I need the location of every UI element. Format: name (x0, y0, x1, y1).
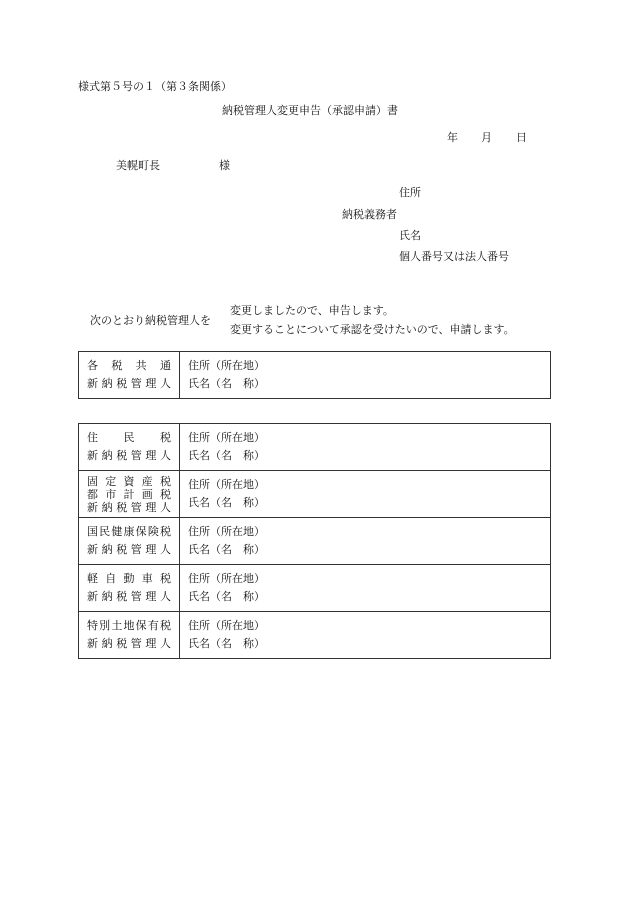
new-manager-label: 新納税管理人 (87, 637, 171, 650)
date-day: 日 (516, 131, 527, 144)
tax-category-cell (79, 565, 180, 612)
new-manager-label: 新納税管理人 (87, 500, 171, 514)
new-manager-label: 新納税管理人 (87, 543, 171, 556)
tax-category-cell (79, 471, 180, 518)
taxpayer-address-label: 住所 (399, 186, 421, 199)
statement-option-declare: 変更しましたので、申告します。 (230, 304, 394, 317)
date-year: 年 (447, 131, 458, 144)
tax-category-name: 住民税 (87, 431, 171, 444)
manager-address-label: 住所（所在地） (188, 359, 265, 372)
manager-name-label: 氏名（名 称） (188, 377, 265, 390)
tax-items-table (78, 423, 551, 659)
document-title: 納税管理人変更申告（承認申請）書 (222, 104, 398, 117)
manager-address-label: 住所（所在地） (188, 572, 265, 585)
table-row (79, 565, 551, 612)
date-month: 月 (481, 131, 492, 144)
manager-address-label: 住所（所在地） (188, 431, 265, 444)
tax-category-name-secondary: 都市計画税 (87, 487, 171, 501)
manager-address-label: 住所（所在地） (188, 525, 265, 538)
tax-category-name: 各税共通 (87, 359, 171, 372)
manager-name-label: 氏名（名 称） (188, 637, 265, 650)
manager-entry-cell[interactable] (180, 471, 551, 518)
taxpayer-role-label: 納税義務者 (342, 208, 397, 221)
tax-category-cell (79, 612, 180, 659)
table-row (79, 518, 551, 565)
form-number: 様式第５号の１（第３条関係） (78, 80, 232, 93)
tax-category-name: 特別土地保有税 (87, 619, 171, 632)
table-row (79, 352, 551, 399)
tax-category-cell (79, 352, 180, 399)
manager-address-label: 住所（所在地） (188, 478, 265, 491)
statement-option-apply: 変更することについて承認を受けたいので、申請します。 (230, 323, 515, 336)
statement-lead: 次のとおり納税管理人を (90, 314, 211, 327)
tax-category-cell (79, 518, 180, 565)
table-row (79, 471, 551, 518)
manager-entry-cell[interactable] (180, 518, 551, 565)
table-row (79, 612, 551, 659)
taxpayer-name-label: 氏名 (399, 229, 421, 242)
new-manager-label: 新納税管理人 (87, 377, 171, 390)
tax-category-cell (79, 424, 180, 471)
manager-name-label: 氏名（名 称） (188, 543, 265, 556)
new-manager-label: 新納税管理人 (87, 590, 171, 603)
manager-entry-cell[interactable] (180, 424, 551, 471)
manager-entry-cell[interactable] (180, 612, 551, 659)
manager-name-label: 氏名（名 称） (188, 590, 265, 603)
recipient-name: 美幌町長 (116, 159, 160, 172)
tax-category-name: 国民健康保険税 (87, 525, 171, 538)
manager-address-label: 住所（所在地） (188, 619, 265, 632)
tax-category-name: 固定資産税 (87, 474, 171, 488)
tax-category-name: 軽自動車税 (87, 572, 171, 585)
manager-name-label: 氏名（名 称） (188, 449, 265, 462)
manager-entry-cell[interactable] (180, 352, 551, 399)
table-row (79, 424, 551, 471)
recipient-suffix: 様 (219, 159, 230, 172)
new-manager-label: 新納税管理人 (87, 449, 171, 462)
taxpayer-id-label: 個人番号又は法人番号 (399, 250, 509, 263)
common-tax-table (78, 351, 551, 399)
manager-name-label: 氏名（名 称） (188, 496, 265, 509)
manager-entry-cell[interactable] (180, 565, 551, 612)
